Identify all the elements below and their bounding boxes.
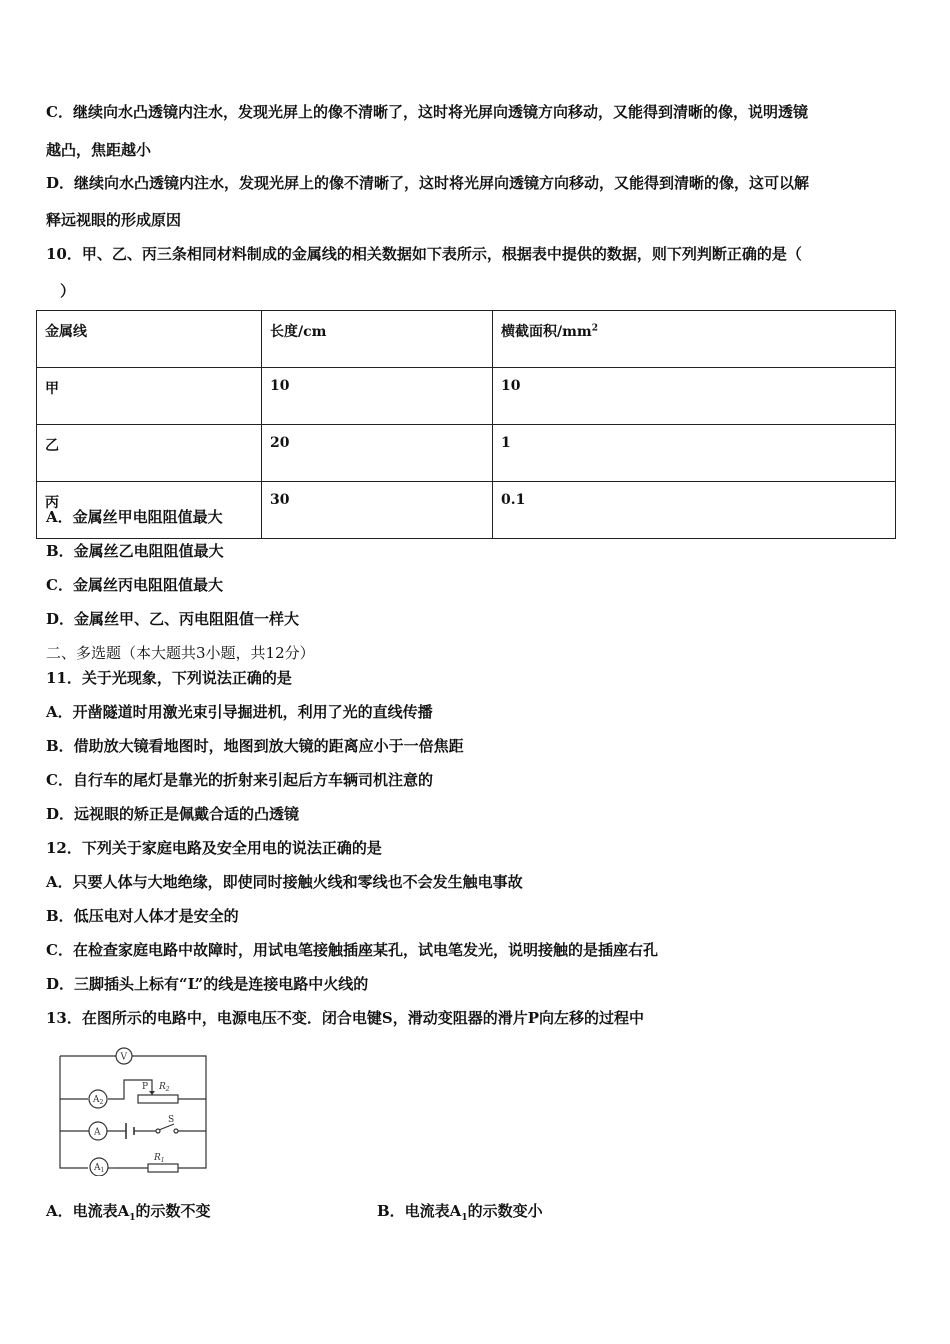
slider-p-label: P (142, 1082, 149, 1092)
q12-stem: 12．下列关于家庭电路及安全用电的说法正确的是 (46, 839, 382, 857)
ammeter-a-label: A (94, 1127, 101, 1138)
circuit-wires-outer (60, 1056, 206, 1168)
table-cell: 10 (493, 368, 896, 425)
q11-option-b: B．借助放大镜看地图时，地图到放大镜的距离应小于一倍焦距 (46, 737, 464, 755)
q11-option-d: D．远视眼的矫正是佩戴合适的凸透镜 (46, 805, 300, 823)
battery-icon (126, 1123, 134, 1139)
q12-option-c: C．在检查家庭电路中故障时，用试电笔接触插座某孔，试电笔发光，说明接触的是插座右孔 (46, 941, 658, 959)
table-row (37, 425, 896, 482)
header-area-superscript: 2 (591, 323, 599, 334)
table-cell: 1 (493, 425, 896, 482)
r1-label: $R_1$ (154, 1153, 165, 1164)
switch-contact (174, 1129, 178, 1133)
wire-data-table (36, 310, 896, 539)
q11-option-c: C．自行车的尾灯是靠光的折射来引起后方车辆司机注意的 (46, 771, 433, 789)
q9-option-d-line1: D．继续向水凸透镜内注水，发现光屏上的像不清晰了，这时将光屏向透镜方向移动，又能得到清晰的像，这可以解 (46, 174, 810, 192)
q12-option-d: D．三脚插头上标有“L”的线是连接电路中火线的 (46, 975, 369, 993)
voltmeter-label: V (120, 1052, 127, 1063)
q13-option-a: A．电流表$A_1$的示数不变 (46, 1202, 211, 1223)
table-header-cell: 长度/cm (262, 311, 493, 368)
q10-option-b: B．金属丝乙电阻阻值最大 (46, 542, 224, 560)
q13-stem: 13．在图所示的电路中，电源电压不变．闭合电键S，滑动变阻器的滑片P向左移的过程中 (46, 1009, 644, 1027)
table-cell: 30 (262, 482, 493, 539)
table-header-row (37, 311, 896, 368)
q11-option-a: A．开凿隧道时用激光束引导掘进机，利用了光的直线传播 (46, 703, 433, 721)
q9-option-d-line2: 释远视眼的形成原因 (46, 211, 182, 229)
table-cell: 10 (262, 368, 493, 425)
table-cell: 乙 (37, 425, 262, 482)
table-header-cell: 金属线 (37, 311, 262, 368)
table-cell: 0.1 (493, 482, 896, 539)
q10-option-d: D．金属丝甲、乙、丙电阻阻值一样大 (46, 610, 300, 628)
q10-stem-line2: ） (60, 282, 76, 300)
q10-stem-line1: 10．甲、乙、丙三条相同材料制成的金属线的相关数据如下表所示，根据表中提供的数据，则下列判断正确的是（ (46, 245, 802, 263)
table-row (37, 368, 896, 425)
switch-label: S (168, 1115, 175, 1125)
q10-option-a: A．金属丝甲电阻阻值最大 (46, 508, 223, 526)
circuit-diagram (56, 1044, 216, 1176)
q12-option-a: A．只要人体与大地绝缘，即使同时接触火线和零线也不会发生触电事故 (46, 873, 523, 891)
resistor-r1 (148, 1164, 178, 1172)
table-cell: 丙 (37, 482, 262, 539)
q13-option-b: B．电流表$A_1$的示数变小 (377, 1202, 543, 1223)
ammeter-a1-label: $A_1$ (94, 1163, 105, 1174)
header-area-label: 横截面积/mm (501, 324, 592, 340)
section-heading: 二、多选题（本大题共3小题，共12分） (46, 644, 315, 662)
q9-option-c-line2: 越凸，焦距越小 (46, 141, 152, 159)
circuit-wires-r2-branch (60, 1080, 206, 1099)
table-header-cell (493, 311, 896, 368)
q9-option-c-line1: C．继续向水凸透镜内注水，发现光屏上的像不清晰了，这时将光屏向透镜方向移动，又能得到清晰的像，说明透镜 (46, 103, 808, 121)
ammeter-a2-label: $A_2$ (93, 1095, 104, 1106)
q12-option-b: B．低压电对人体才是安全的 (46, 907, 239, 925)
q10-option-c: C．金属丝丙电阻阻值最大 (46, 576, 223, 594)
r2-label: $R_2$ (159, 1082, 170, 1093)
rheostat-r2 (138, 1095, 178, 1103)
table-cell: 20 (262, 425, 493, 482)
table-cell: 甲 (37, 368, 262, 425)
q11-stem: 11．关于光现象，下列说法正确的是 (46, 669, 292, 687)
